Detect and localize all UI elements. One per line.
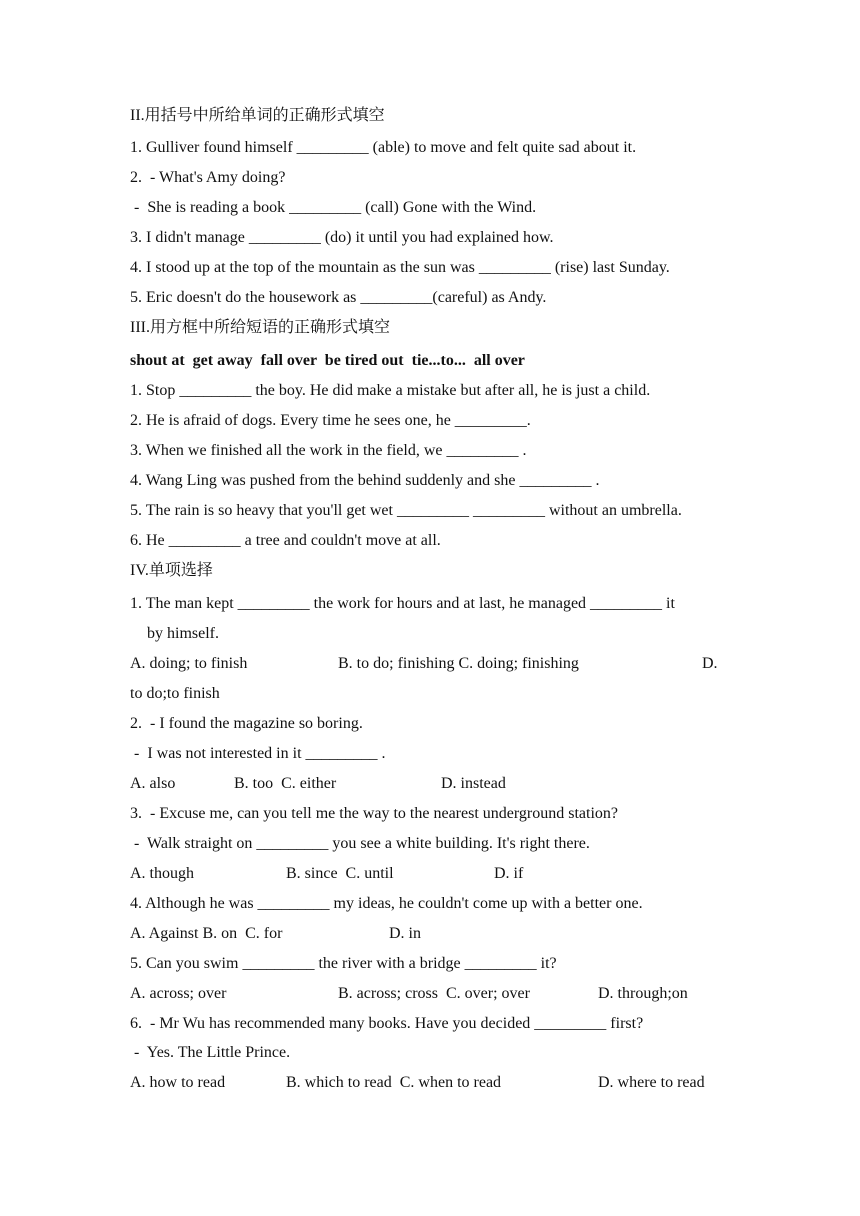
sec4-question-4: 4. Although he was _________ my ideas, he couldn't come up with a better one. xyxy=(130,895,643,912)
sec4-question-6-prompt: 6. - Mr Wu has recommended many books. Have you decided _________ first? xyxy=(130,1015,644,1032)
sec3-question-1: 1. Stop _________ the boy. He did make a mistake but after all, he is just a child. xyxy=(130,382,651,399)
sec2-question-4: 4. I stood up at the top of the mountain as the sun was _________ (rise) last Sunday. xyxy=(130,259,670,276)
q1-option-d-text: to do;to finish xyxy=(130,685,220,702)
sec4-question-1-stem-cont: by himself. xyxy=(147,625,219,642)
sec3-question-6: 6. He _________ a tree and couldn't move at all. xyxy=(130,532,441,549)
phrase-box: shout at get away fall over be tired out tie...to... all over xyxy=(130,352,525,369)
q1-option-d-label: D. xyxy=(702,655,718,672)
sec4-question-1-stem: 1. The man kept _________ the work for hours and at last, he managed _________ it xyxy=(130,595,675,612)
sec2-question-1: 1. Gulliver found himself _________ (able) to move and felt quite sad about it. xyxy=(130,139,637,156)
sec2-question-5: 5. Eric doesn't do the housework as _________(careful) as Andy. xyxy=(130,289,547,306)
q2-option-a: A. also xyxy=(130,775,176,792)
q3-option-a: A. though xyxy=(130,865,194,882)
q6-options-b-c: B. which to read C. when to read xyxy=(286,1074,502,1091)
section-4-heading: IV.单项选择 xyxy=(130,562,213,579)
q1-option-a: A. doing; to finish xyxy=(130,655,248,672)
section-3-heading: III.用方框中所给短语的正确形式填空 xyxy=(130,319,390,336)
q5-option-a: A. across; over xyxy=(130,985,227,1002)
q6-option-d: D. where to read xyxy=(598,1074,705,1091)
q5-option-d: D. through;on xyxy=(598,985,688,1002)
sec4-question-3-reply: - Walk straight on _________ you see a white building. It's right there. xyxy=(130,835,590,852)
q3-options-b-c: B. since C. until xyxy=(286,865,394,882)
sec4-question-5: 5. Can you swim _________ the river with a bridge _________ it? xyxy=(130,955,557,972)
sec4-question-3-prompt: 3. - Excuse me, can you tell me the way to the nearest underground station? xyxy=(130,805,618,822)
q1-options-b-c: B. to do; finishing C. doing; finishing xyxy=(338,655,579,672)
q2-option-d: D. instead xyxy=(441,775,506,792)
sec2-question-2-prompt: 2. - What's Amy doing? xyxy=(130,169,286,186)
sec2-question-3: 3. I didn't manage _________ (do) it until you had explained how. xyxy=(130,229,554,246)
q4-options-a-b-c: A. Against B. on C. for xyxy=(130,925,283,942)
sec3-question-5: 5. The rain is so heavy that you'll get wet _________ _________ without an umbrella. xyxy=(130,502,682,519)
sec3-question-2: 2. He is afraid of dogs. Every time he sees one, he _________. xyxy=(130,412,531,429)
q3-option-d: D. if xyxy=(494,865,524,882)
sec2-question-2-reply: - She is reading a book _________ (call) Gone with the Wind. xyxy=(130,199,537,216)
sec4-question-6-reply: - Yes. The Little Prince. xyxy=(130,1044,291,1061)
q4-option-d: D. in xyxy=(389,925,421,942)
q6-option-a: A. how to read xyxy=(130,1074,226,1091)
sec4-question-2-prompt: 2. - I found the magazine so boring. xyxy=(130,715,363,732)
q2-options-b-c: B. too C. either xyxy=(234,775,337,792)
sec3-question-3: 3. When we finished all the work in the field, we _________ . xyxy=(130,442,527,459)
q5-options-b-c: B. across; cross C. over; over xyxy=(338,985,530,1002)
section-2-heading: II.用括号中所给单词的正确形式填空 xyxy=(130,107,385,124)
sec3-question-4: 4. Wang Ling was pushed from the behind suddenly and she _________ . xyxy=(130,472,600,489)
sec4-question-2-reply: - I was not interested in it _________ . xyxy=(130,745,386,762)
